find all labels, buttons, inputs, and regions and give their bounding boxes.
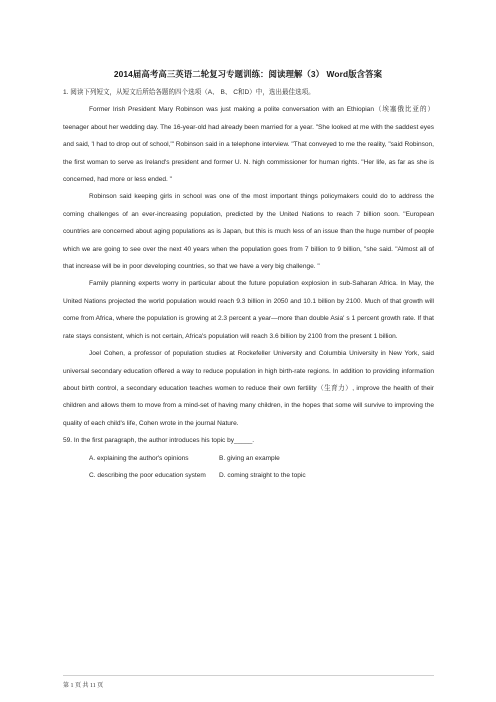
page-footer: 第 1 页 共 11 页 [63,683,104,689]
option-d: D. coming straight to the topic [219,471,306,479]
paragraph-1: Former Irish President Mary Robinson was just making a polite conversation with an Ethiopian（埃塞俄比亚的） teenager about her wedding day. The 16-year-old had already been married for a year. "She looked at me with the saddest eyes and said, 'I had to drop out of school,'" Robinson said in a telephone interview. "That conveyed to me the reality, "said Robinson, the first woman to serve as Ireland's president and former U. N. high commissioner for human rights. "Her life, as far as she is concerned, had more or less ended. " [63,106,434,184]
paragraph-3: Family planning experts worry in particular about the future population explosion in sub-Saharan Africa. In May, the United Nations projected the world population would reach 9.3 billion in 2050 and 10.1 billion by 2100. Much of that growth will come from Africa, where the population is growing at 2.3 percent a year—more than double Asia' s 1 percent growth rate. If that rate stays consistent, which is not certain, Africa's population will reach 3.6 billion by 2100 from the present 1 billion. [63,280,434,340]
question-text: 59. In the first paragraph, the author introduces his topic by_____. [63,437,255,445]
options-row-2 [63,467,434,484]
option-a: A. explaining the author's opinions [89,454,189,462]
instruction-text: 1. 阅读下列短文，从短文后所给各题的四个选项（A、 B、 C和D）中，选出最佳选项。 [63,89,315,96]
document-body [63,84,434,484]
options-row-1 [63,450,434,467]
answer-options [63,450,434,485]
paragraph-2: Robinson said keeping girls in school was one of the most important things policymakers could do to address the coming challenges of an ever-increasing population, predicted by the United Nations to reach 7 billion soon. "European countries are concerned about aging populations as is Japan, but this is much less of an issue than the huge number of people which we are going to see over the next 40 years when the population goes from 7 billion to 9 billion, "she said. "Almost all of that increase will be in poor developing countries, so that we have a very big challenge. " [63,193,434,271]
paragraph-4: Joel Cohen, a professor of population studies at Rockefeller University and Columbia University in New York, said universal secondary education offered a way to reduce population in high birth-rate regions. In addition to providing information about birth control, a secondary education teaches women to reduce their own fertility（生育力）, improve the health of their children and allows them to move from a mind-set of having many children, in the hopes that some will survive to improving the quality of each child's life, Cohen wrote in the journal Nature. [63,350,434,427]
document-title: 2014届高考高三英语二轮复习专题训练：阅读理解（3） Word版含答案 [113,69,383,79]
option-c: C. describing the poor education system [89,471,206,479]
option-b: B. giving an example [219,454,280,462]
footer-divider [63,675,434,676]
